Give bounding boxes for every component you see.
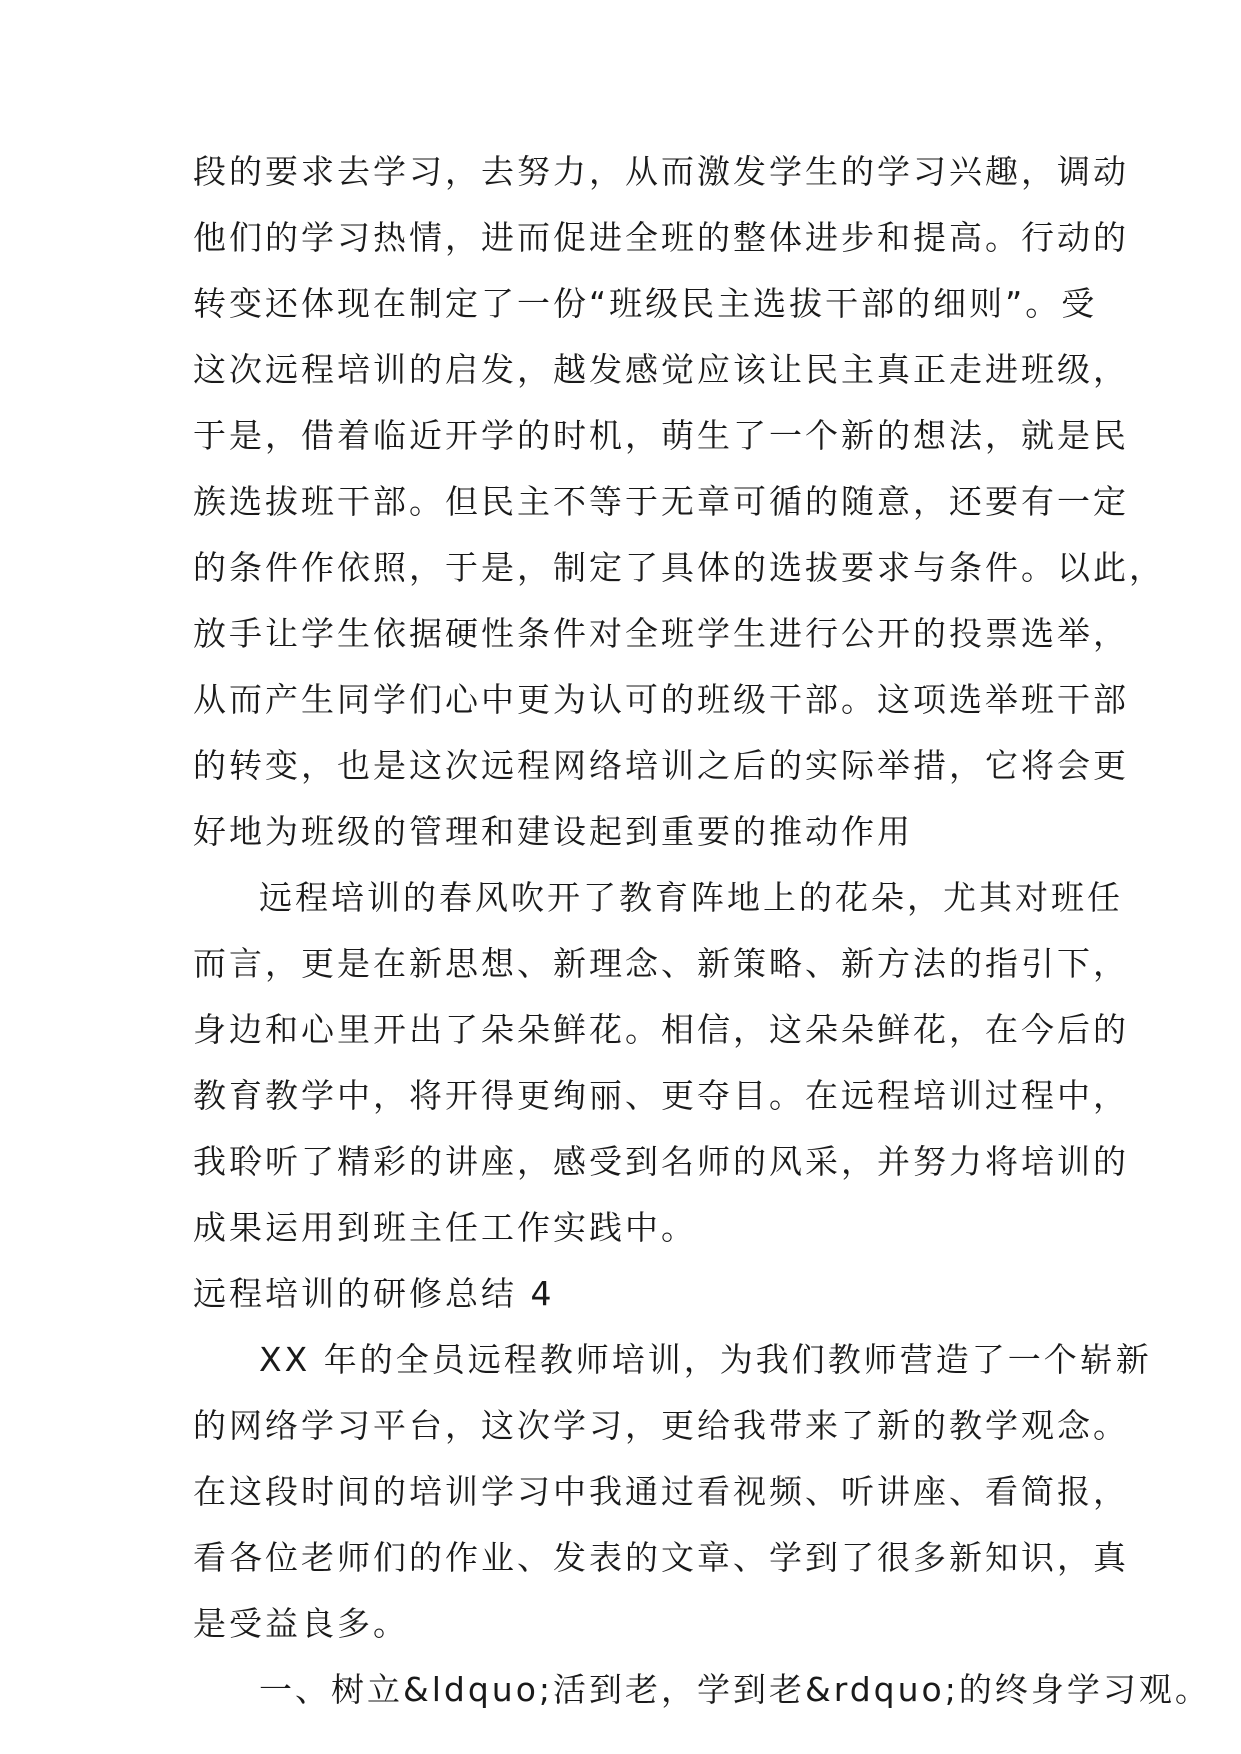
body-text-line: 从而产生同学们心中更为认可的班级干部。这项选举班干部 bbox=[193, 680, 1129, 719]
body-text-line: 是受益良多。 bbox=[193, 1604, 409, 1643]
body-text-line: 身边和心里开出了朵朵鲜花。相信，这朵朵鲜花，在今后的 bbox=[193, 1010, 1129, 1049]
body-text-line: 他们的学习热情，进而促进全班的整体进步和提高。行动的 bbox=[193, 218, 1129, 257]
body-text-line: 成果运用到班主任工作实践中。 bbox=[193, 1208, 697, 1247]
section-heading: 远程培训的研修总结 4 bbox=[193, 1274, 555, 1313]
body-text-line: 的转变，也是这次远程网络培训之后的实际举措，它将会更 bbox=[193, 746, 1129, 785]
body-text-line: 而言，更是在新思想、新理念、新策略、新方法的指引下， bbox=[193, 944, 1129, 983]
body-text-line: 转变还体现在制定了一份“班级民主选拔干部的细则”。受 bbox=[193, 284, 1098, 323]
body-text-line: 看各位老师们的作业、发表的文章、学到了很多新知识，真 bbox=[193, 1538, 1129, 1577]
paragraph-first-line: 远程培训的春风吹开了教育阵地上的花朵，尤其对班任 bbox=[259, 878, 1123, 917]
body-text-line: 的网络学习平台，这次学习，更给我带来了新的教学观念。 bbox=[193, 1406, 1129, 1445]
body-text-line: 好地为班级的管理和建设起到重要的推动作用 bbox=[193, 812, 913, 851]
body-text-line: 段的要求去学习，去努力，从而激发学生的学习兴趣，调动 bbox=[193, 152, 1129, 191]
body-text-line: 这次远程培训的启发，越发感觉应该让民主真正走进班级， bbox=[193, 350, 1129, 389]
list-item-heading: 一、树立&ldquo;活到老，学到老&rdquo;的终身学习观。 bbox=[259, 1670, 1211, 1709]
body-text-line: 在这段时间的培训学习中我通过看视频、听讲座、看简报， bbox=[193, 1472, 1129, 1511]
body-text-line: 教育教学中，将开得更绚丽、更夺目。在远程培训过程中， bbox=[193, 1076, 1129, 1115]
paragraph-first-line: XX 年的全员远程教师培训，为我们教师营造了一个崭新 bbox=[259, 1340, 1152, 1379]
body-text-line: 于是，借着临近开学的时机，萌生了一个新的想法，就是民 bbox=[193, 416, 1129, 455]
body-text-line: 放手让学生依据硬性条件对全班学生进行公开的投票选举， bbox=[193, 614, 1129, 653]
body-text-line: 的条件作依照，于是，制定了具体的选拔要求与条件。以此， bbox=[193, 548, 1165, 587]
body-text-line: 族选拔班干部。但民主不等于无章可循的随意，还要有一定 bbox=[193, 482, 1129, 521]
body-text-line: 我聆听了精彩的讲座，感受到名师的风采，并努力将培训的 bbox=[193, 1142, 1129, 1181]
